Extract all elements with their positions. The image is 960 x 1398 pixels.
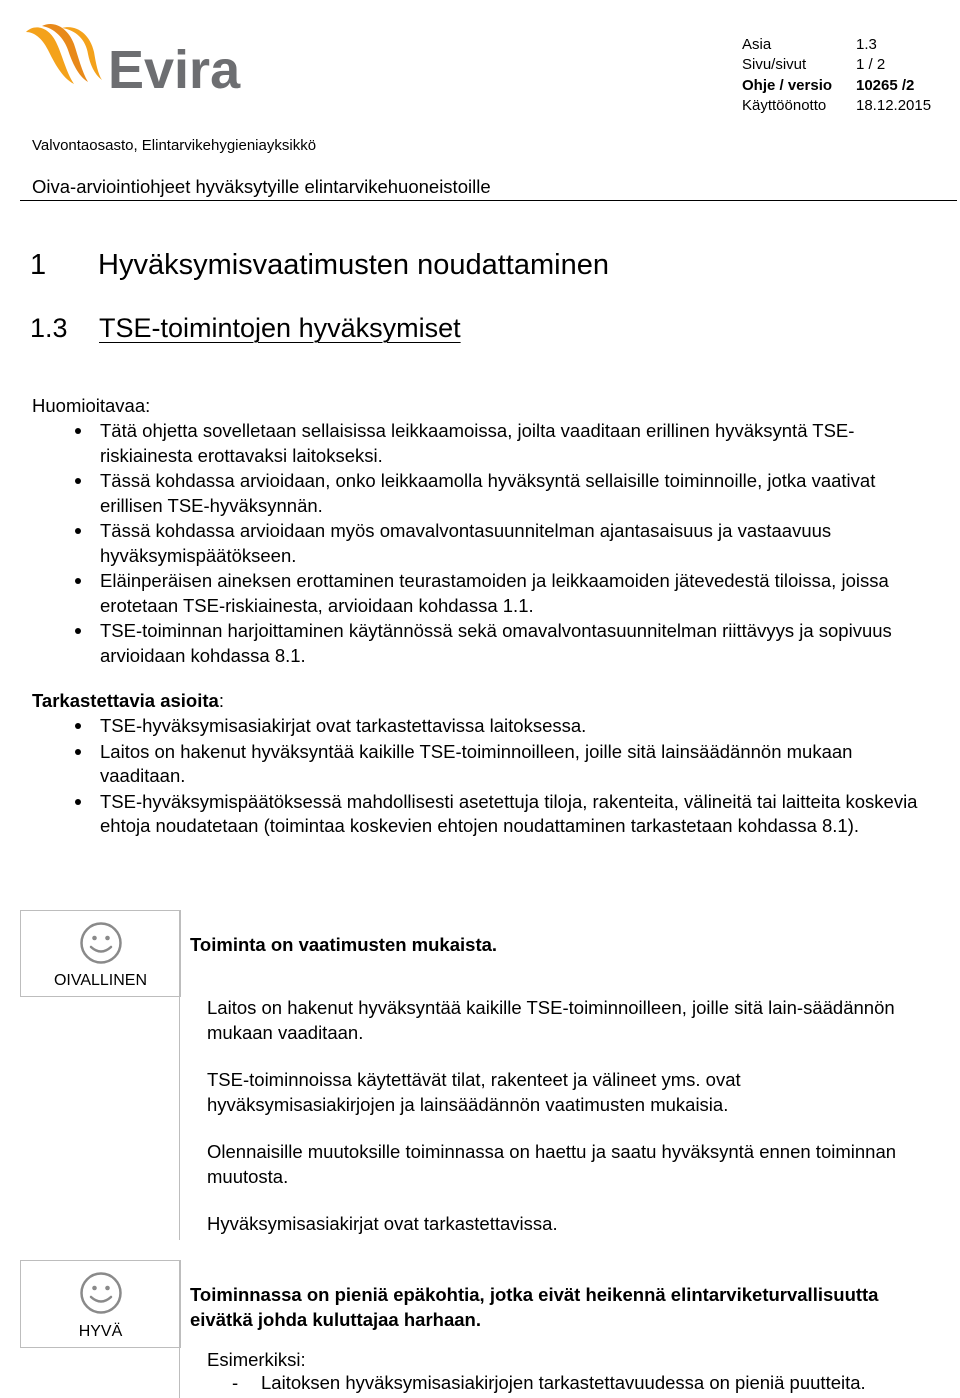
header-divider [20, 200, 957, 201]
rating-badge-good [20, 1260, 181, 1348]
chapter-title: Hyväksymisvaatimusten noudattaminen [98, 249, 609, 281]
meta-row-version [742, 75, 931, 96]
list-item-text: TSE-hyväksymisasiakirjat ovat tarkastettavissa laitoksessa. [100, 715, 587, 736]
rating-headline: Toiminta on vaatimusten mukaista. [190, 934, 498, 955]
example-item-text: Laitoksen hyväksymisasiakirjojen tarkastettavuudessa on pieniä puutteita. [261, 1372, 866, 1393]
smiley-icon [79, 921, 123, 965]
meta-label: Käyttöönotto [742, 97, 827, 115]
examples-label: Esimerkiksi: [207, 1349, 306, 1370]
rating-paragraph: Olennaisille muutoksille toiminnassa on haettu ja saatu hyväksyntä ennen toiminnan muutosta. [207, 1141, 897, 1187]
section-number: 1.3 [30, 313, 68, 343]
list-item-text: Tätä ohjetta sovelletaan sellaisissa leikkaamoissa, joilta vaaditaan erillinen hyväksyntä TSE-riskiainesta erottavaksi laitokseksi. [100, 420, 855, 466]
list-item-text: TSE-hyväksymispäätöksessä mahdollisesti asetettuja tiloja, rakenteita, välineitä tai laitteita koskevia ehtoja noudatetaan (toimintaa koskevien ehtojen noudattaminen tarkastetaan kohdassa 8.1). [100, 790, 918, 836]
notice-label: Huomioitavaa: [32, 395, 151, 416]
rating-paragraph: Hyväksymisasiakirjat ovat tarkastettavissa. [207, 1213, 558, 1234]
chapter-heading [30, 249, 609, 282]
meta-row-effective-date [742, 96, 931, 117]
section-heading [30, 313, 461, 344]
rating-headline: Toiminnassa on pieniä epäkohtia, jotka eivät heikennä elintarviketurvallisuutta eivätkä johda kuluttajaa harhaan. [190, 1284, 879, 1330]
document-title: Oiva-arviointiohjeet hyväksytyille elintarvikehuoneistoille [32, 176, 491, 197]
evira-logo-graphic [22, 22, 272, 102]
bullet-icon [75, 578, 81, 584]
checklist-label-colon: : [218, 690, 224, 711]
notice-list [32, 419, 937, 669]
bullet-icon [75, 528, 81, 534]
rating-paragraph: TSE-toiminnoissa käytettävät tilat, rakenteet ja välineet yms. ovat hyväksymisasiakirjojen ja lainsäädännön vaatimusten mukaisia. [207, 1069, 741, 1115]
list-item-text: Tässä kohdassa arvioidaan myös omavalvontasuunnitelman ajantasaisuus ja vastaavuus hyväksymispäätökseen. [100, 520, 832, 566]
document-meta [742, 34, 931, 116]
section-title: TSE-toimintojen hyväksymiset [99, 313, 461, 343]
dash-icon: - [232, 1372, 239, 1393]
rating-badge-label: OIVALLINEN [53, 972, 148, 989]
meta-label: Sivu/sivut [742, 56, 807, 74]
list-item [32, 469, 937, 518]
list-item [32, 740, 937, 789]
meta-label: Asia [742, 35, 772, 53]
list-item [32, 619, 937, 668]
rating-divider [179, 910, 180, 1240]
meta-row-subject [742, 34, 931, 55]
rating-badge-label: HYVÄ [78, 1323, 123, 1340]
meta-row-pages [742, 55, 931, 76]
list-item [32, 519, 937, 568]
bullet-icon [75, 799, 81, 805]
bullet-icon [75, 628, 81, 634]
meta-value: 18.12.2015 [856, 97, 932, 115]
meta-value: 1 / 2 [856, 56, 886, 74]
meta-value: 10265 /2 [856, 76, 915, 94]
list-item [32, 790, 937, 839]
smiley-icon [79, 1271, 123, 1315]
checklist-label [32, 690, 224, 712]
chapter-number: 1 [30, 249, 47, 281]
list-item-text: Eläinperäisen aineksen erottaminen teurastamoiden ja leikkaamoiden jätevedestä tiloissa, joissa erotetaan TSE-riskiainesta, arvioidaan kohdassa 1.1. [100, 570, 889, 616]
list-item-text: Laitos on hakenut hyväksyntää kaikille TSE-toiminnoilleen, joille sitä lainsäädännön mukaan vaaditaan. [100, 740, 853, 786]
checklist-list [32, 714, 937, 840]
bullet-icon [75, 428, 81, 434]
rating-divider [179, 1260, 180, 1398]
checklist-label-text: Tarkastettavia asioita [32, 690, 219, 711]
meta-label: Ohje / versio [742, 76, 833, 94]
list-item-text: Tässä kohdassa arvioidaan, onko leikkaamolla hyväksyntä sellaisille toiminnoille, jotka vaativat erillisen TSE-hyväksynnän. [100, 470, 876, 516]
list-item [32, 714, 937, 739]
rating-badge-excellent [20, 910, 181, 997]
bullet-icon [75, 478, 81, 484]
example-item [232, 1371, 866, 1396]
logo-wordmark: Evira [108, 40, 241, 100]
rating-paragraph: Laitos on hakenut hyväksyntää kaikille TSE-toiminnoilleen, joille sitä lain-säädännön mukaan vaaditaan. [207, 997, 895, 1043]
evira-logo [22, 22, 272, 102]
rating-description [207, 996, 907, 1260]
meta-value: 1.3 [856, 35, 877, 53]
bullet-icon [75, 723, 81, 729]
list-item [32, 419, 937, 468]
bullet-icon [75, 749, 81, 755]
department-name: Valvontaosasto, Elintarvikehygieniayksikkö [32, 137, 317, 154]
list-item-text: TSE-toiminnan harjoittaminen käytännössä sekä omavalvontasuunnitelman riittävyys ja sopivuus arvioidaan kohdassa 8.1. [100, 620, 892, 666]
list-item [32, 569, 937, 618]
